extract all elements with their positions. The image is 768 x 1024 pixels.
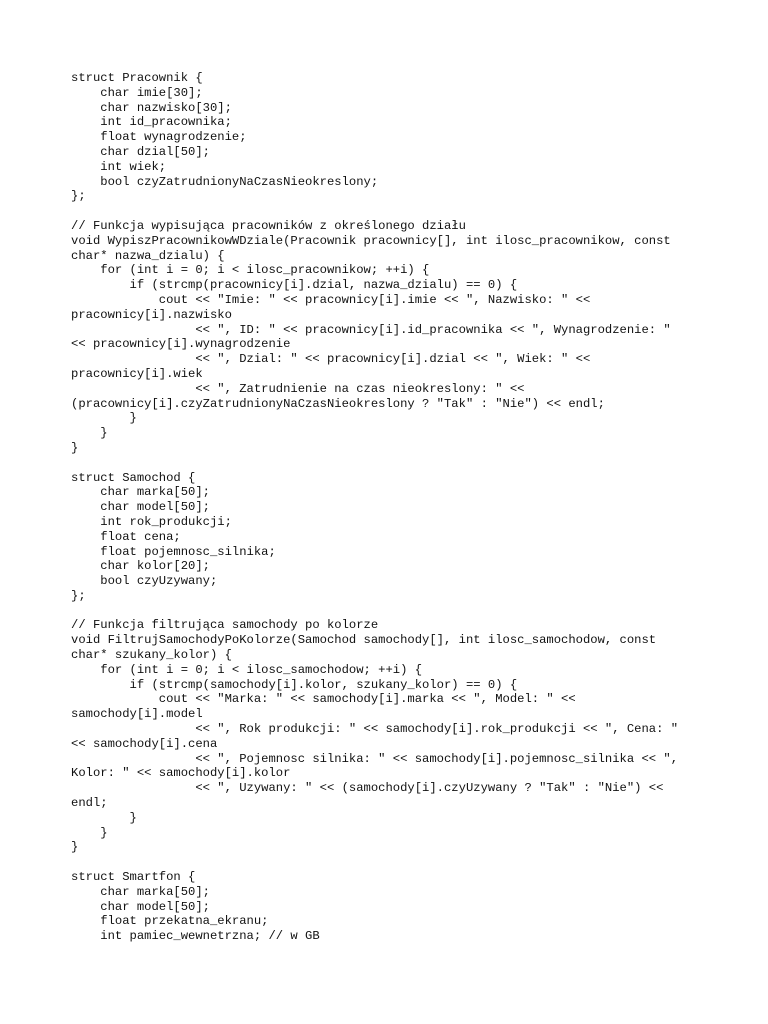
code-line: } xyxy=(71,411,137,426)
code-line: int rok_produkcji; xyxy=(71,514,232,529)
code-line: char* nazwa_dzialu) { xyxy=(71,248,225,263)
code-line: // Funkcja wypisująca pracowników z określonego działu xyxy=(71,218,466,233)
code-line: bool czyUzywany; xyxy=(71,574,218,589)
code-line xyxy=(71,456,751,471)
code-line xyxy=(71,855,751,870)
code-line: << ", Uzywany: " << (samochody[i].czyUzywany ? "Tak" : "Nie") << xyxy=(71,781,664,796)
code-line: << ", Rok produkcji: " << samochody[i].rok_produkcji << ", Cena: " xyxy=(71,722,679,737)
code-line: char imie[30]; xyxy=(71,85,203,100)
code-line: char dzial[50]; xyxy=(71,144,210,159)
code-line: struct Samochod { xyxy=(71,470,196,485)
code-line: char model[50]; xyxy=(71,500,210,515)
code-line: char marka[50]; xyxy=(71,884,210,899)
code-line: float przekatna_ekranu; xyxy=(71,914,269,929)
code-line: if (strcmp(pracownicy[i].dzial, nazwa_dzialu) == 0) { xyxy=(71,278,518,293)
code-line: } xyxy=(71,440,79,455)
code-line: cout << "Marka: " << samochody[i].marka << ", Model: " << xyxy=(71,692,576,707)
code-line: samochody[i].model xyxy=(71,707,203,722)
code-line: char* szukany_kolor) { xyxy=(71,648,232,663)
code-line: char kolor[20]; xyxy=(71,559,210,574)
code-line: }; xyxy=(71,588,86,603)
code-line: float pojemnosc_silnika; xyxy=(71,544,276,559)
code-line: } xyxy=(71,810,137,825)
code-line: (pracownicy[i].czyZatrudnionyNaCzasNieokreslony ? "Tak" : "Nie") << endl; xyxy=(71,396,605,411)
code-line: Kolor: " << samochody[i].kolor xyxy=(71,766,291,781)
code-line: << ", Pojemnosc silnika: " << samochody[i].pojemnosc_silnika << ", xyxy=(71,751,679,766)
code-line: int id_pracownika; xyxy=(71,115,232,130)
code-line: endl; xyxy=(71,796,108,811)
code-block xyxy=(71,71,751,944)
code-line xyxy=(71,604,751,619)
code-line: << ", ID: " << pracownicy[i].id_pracownika << ", Wynagrodzenie: " xyxy=(71,322,671,337)
code-line: pracownicy[i].wiek xyxy=(71,366,203,381)
code-line: char model[50]; xyxy=(71,899,210,914)
code-line: pracownicy[i].nazwisko xyxy=(71,307,232,322)
code-line: if (strcmp(samochody[i].kolor, szukany_kolor) == 0) { xyxy=(71,677,518,692)
code-line: // Funkcja filtrująca samochody po kolorze xyxy=(71,618,379,633)
code-line: << ", Dzial: " << pracownicy[i].dzial << ", Wiek: " << xyxy=(71,352,591,367)
code-line: }; xyxy=(71,189,86,204)
code-line: float wynagrodzenie; xyxy=(71,130,247,145)
code-line: void WypiszPracownikowWDziale(Pracownik pracownicy[], int ilosc_pracownikow, const xyxy=(71,233,671,248)
code-line: << samochody[i].cena xyxy=(71,736,218,751)
code-line: char nazwisko[30]; xyxy=(71,100,232,115)
code-line: void FiltrujSamochodyPoKolorze(Samochod samochody[], int ilosc_samochodow, const xyxy=(71,633,657,648)
code-line: } xyxy=(71,840,79,855)
code-line: int wiek; xyxy=(71,159,167,174)
code-line: struct Smartfon { xyxy=(71,870,196,885)
code-line: int pamiec_wewnetrzna; // w GB xyxy=(71,929,320,944)
code-line: } xyxy=(71,426,108,441)
code-line: float cena; xyxy=(71,529,181,544)
code-line: } xyxy=(71,825,108,840)
code-line: for (int i = 0; i < ilosc_samochodow; ++i) { xyxy=(71,662,423,677)
code-line: << pracownicy[i].wynagrodzenie xyxy=(71,337,291,352)
code-line: << ", Zatrudnienie na czas nieokreslony: " << xyxy=(71,381,525,396)
code-line: for (int i = 0; i < ilosc_pracownikow; ++i) { xyxy=(71,263,430,278)
code-line: bool czyZatrudnionyNaCzasNieokreslony; xyxy=(71,174,379,189)
code-line: char marka[50]; xyxy=(71,485,210,500)
code-line: struct Pracownik { xyxy=(71,71,203,85)
code-line xyxy=(71,204,751,219)
code-line: cout << "Imie: " << pracownicy[i].imie << ", Nazwisko: " << xyxy=(71,292,591,307)
